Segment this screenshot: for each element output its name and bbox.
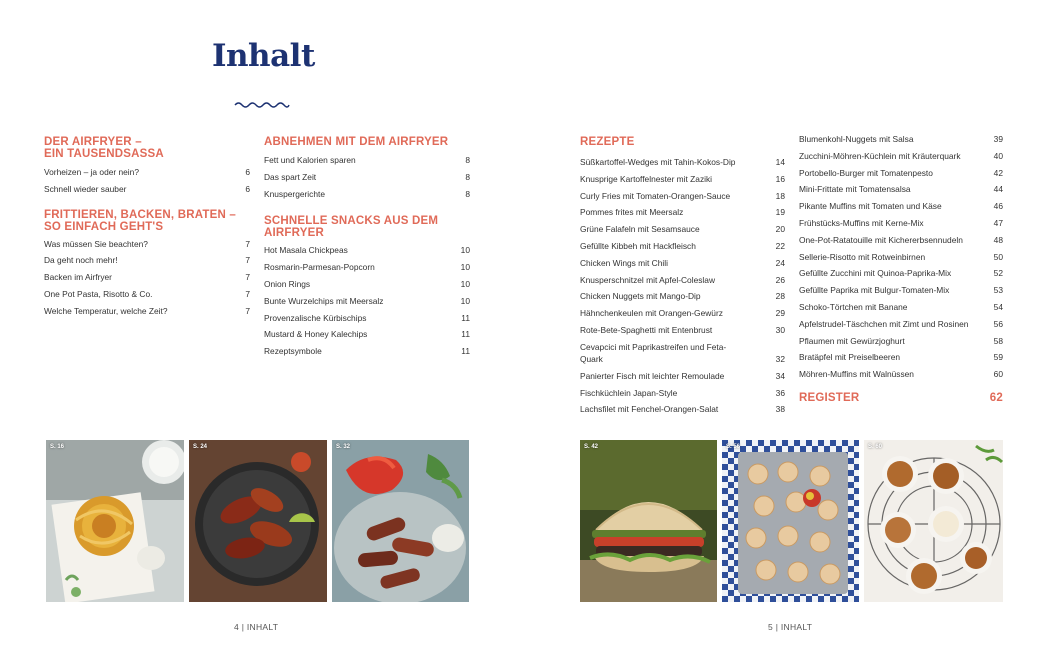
entry-page: 20 [775,224,785,235]
entry-label: Schnell wieder sauber [44,183,127,194]
entry-page: 19 [775,207,785,218]
entry-page: 52 [993,268,1003,279]
toc-entry[interactable] [264,259,470,276]
toc-entry[interactable] [799,282,1003,299]
entry-label: Welche Temperatur, welche Zeit? [44,305,168,316]
toc-entry[interactable] [580,188,785,205]
toc-list [44,164,250,198]
toc-entry[interactable] [580,368,785,385]
entry-label: Fischküchlein Japan-Style [580,387,678,398]
entry-label: Möhren-Muffins mit Walnüssen [799,369,914,380]
toc-entry[interactable] [264,242,470,259]
footer-label: INHALT [780,622,813,632]
toc-entry[interactable] [264,326,470,343]
toc-entry[interactable] [580,154,785,171]
toc-entry[interactable] [799,333,1003,350]
entry-page: 50 [993,251,1003,262]
page-title: Inhalt [212,38,315,74]
entry-label: Chicken Wings mit Chili [580,257,668,268]
register-label: REGISTER [799,391,860,404]
toc-entry[interactable] [44,181,250,198]
entry-page: 18 [775,190,785,201]
toc-entry[interactable] [580,341,785,365]
entry-page: 56 [993,318,1003,329]
section-heading [44,209,250,233]
entry-page: 7 [245,255,250,266]
entry-page: 58 [993,335,1003,346]
entry-page: 36 [775,387,785,398]
toc-entry[interactable] [44,236,250,253]
entry-label: Zucchini-Möhren-Küchlein mit Kräuterquark [799,150,961,161]
entry-label: Da geht noch mehr! [44,255,118,266]
entry-label: Vorheizen – ja oder nein? [44,167,139,177]
entry-page: 59 [993,352,1003,363]
food-photo-illustration [189,440,327,602]
heading-line: DER AIRFRYER – [44,136,142,148]
toc-entry[interactable] [799,366,1003,383]
toc-entry[interactable] [580,255,785,272]
toc-entry[interactable] [580,401,785,418]
entry-label: Pommes frites mit Meersalz [580,207,684,218]
entry-page: 24 [775,257,785,268]
entry-label: Grüne Falafeln mit Sesamsauce [580,224,700,235]
photo-page-tag: S. 16 [50,444,65,450]
toc-entry[interactable] [44,286,250,303]
entry-label: Onion Rings [264,278,311,289]
entry-label: Apfelstrudel-Täschchen mit Zimt und Rosinen [799,318,969,329]
entry-label: Hot Masala Chickpeas [264,245,348,256]
entry-label: Das spart Zeit [264,171,317,182]
entry-label: Rosmarin-Parmesan-Popcorn [264,262,375,273]
photo-page-tag: S. 56 [726,444,741,450]
page-number: 4 [234,622,240,632]
entry-page: 14 [775,157,785,167]
toc-entry[interactable] [580,221,785,238]
entry-label: Curly Fries mit Tomaten-Orangen-Sauce [580,190,731,201]
entry-page: 30 [775,324,785,335]
section-heading [44,136,250,160]
heading-line: AIRFRYER [264,227,324,240]
toc-entry[interactable] [264,169,470,186]
toc-column-left-1 [44,136,250,320]
food-photo-illustration [580,440,717,602]
entry-page: 8 [465,171,470,182]
wave-divider-icon [234,100,290,110]
section-heading: REZEPTE [580,136,635,148]
entry-label: Rote-Bete-Spaghetti mit Entenbrust [580,324,713,335]
entry-label: Sellerie-Risotto mit Rotweinbirnen [799,251,926,262]
toc-entry[interactable] [799,249,1003,266]
toc-entry[interactable] [580,204,785,221]
entry-page: 7 [245,288,250,299]
entry-label: Frühstücks-Muffins mit Kerne-Mix [799,217,924,228]
toc-entry[interactable] [799,181,1003,198]
heading-line: EIN TAUSENDSASSA [44,148,164,160]
entry-page: 32 [775,353,785,364]
heading-line: SO EINFACH GEHT'S [44,220,164,233]
entry-page: 7 [245,305,250,316]
toc-entry[interactable] [799,349,1003,366]
entry-page: 46 [993,201,1003,212]
entry-page: 6 [245,183,250,194]
toc-entry[interactable] [264,343,470,360]
entry-label: Süßkartoffel-Wedges mit Tahin-Kokos-Dip [580,157,736,167]
section-heading [264,215,470,239]
photo-cevapcici [332,440,469,602]
entry-label: Hähnchenkeulen mit Orangen-Gewürz [580,308,723,319]
toc-entry[interactable] [580,171,785,188]
entry-page: 44 [993,184,1003,195]
toc-entry[interactable] [580,238,785,255]
heading-line: ABNEHMEN MIT DEM AIRFRYER [264,136,449,148]
entry-page: 11 [461,312,470,323]
toc-entry[interactable] [264,186,470,203]
entry-label: Backen im Airfryer [44,272,112,283]
entry-page: 11 [461,329,470,340]
toc-entry[interactable] [580,272,785,289]
photo-page-tag: S. 42 [584,444,599,450]
entry-label: Blumenkohl-Nuggets mit Salsa [799,134,914,144]
food-photo-illustration [864,440,1003,602]
toc-list [44,236,250,320]
toc-entry[interactable] [799,165,1003,182]
entry-page: 54 [993,301,1003,312]
photo-carrot-muffins [864,440,1003,602]
entry-page: 47 [993,217,1003,228]
photo-page-tag: S. 60 [868,444,883,450]
toc-column-right-1 [580,136,785,418]
toc-entry[interactable] [580,305,785,322]
entry-page: 7 [245,272,250,283]
toc-entry[interactable] [799,131,1003,148]
entry-label: Panierter Fisch mit leichter Remoulade [580,370,725,381]
register-page: 62 [989,391,1003,404]
entry-label: Portobello-Burger mit Tomatenpesto [799,167,933,178]
entry-page: 11 [461,346,470,357]
toc-list [799,131,1003,383]
toc-entry[interactable] [44,303,250,320]
page-footer-right: 5 | INHALT [768,622,813,632]
entry-page: 10 [460,278,470,289]
entry-page: 8 [465,188,470,199]
entry-page: 39 [993,134,1003,144]
entry-page: 8 [465,155,470,165]
entry-page: 34 [775,370,785,381]
toc-list [580,154,785,418]
toc-entry[interactable] [580,322,785,339]
entry-page: 29 [775,308,785,319]
toc-entry[interactable] [264,152,470,169]
toc-entry[interactable] [580,385,785,402]
food-photo-illustration [722,440,859,602]
entry-page: 26 [775,274,785,285]
entry-label: Schoko-Törtchen mit Banane [799,301,908,312]
heading-line: FRITTIEREN, BACKEN, BRATEN – [44,208,236,221]
toc-entry[interactable] [580,288,785,305]
entry-label: Knusperschnitzel mit Apfel-Coleslaw [580,274,715,285]
entry-label: Provenzalische Kürbischips [264,312,367,323]
entry-page: 38 [775,404,785,415]
toc-entry[interactable] [799,316,1003,333]
entry-label: Was müssen Sie beachten? [44,238,148,249]
entry-label: Lachsfilet mit Fenchel-Orangen-Salat [580,404,719,415]
section-heading [264,136,470,148]
entry-label: Cevapcici mit Paprikastreifen und Feta-Quark [580,341,727,364]
entry-label: Knuspergerichte [264,188,325,199]
entry-label: Chicken Nuggets mit Mango-Dip [580,291,701,302]
entry-page: 40 [993,150,1003,161]
entry-label: Gefüllte Kibbeh mit Hackfleisch [580,240,696,251]
toc-column-right-2 [799,131,1003,404]
page-footer-left: 4 | INHALT [234,622,279,632]
heading-line: SCHNELLE SNACKS AUS DEM [264,215,439,228]
entry-label: One Pot Pasta, Risotto & Co. [44,288,153,299]
entry-page: 7 [245,238,250,249]
register-entry[interactable] [799,392,1003,404]
photo-apple-strudel-pockets [722,440,859,602]
toc-entry[interactable] [799,299,1003,316]
entry-label: Mini-Frittate mit Tomatensalsa [799,184,911,195]
toc-entry[interactable] [799,198,1003,215]
photo-page-tag: S. 24 [193,444,208,450]
entry-page: 48 [993,234,1003,245]
entry-label: Fett und Kalorien sparen [264,155,356,165]
toc-entry[interactable] [264,293,470,310]
entry-label: One-Pot-Ratatouille mit Kichererbsennudeln [799,234,963,245]
entry-label: Bratäpfel mit Preiselbeeren [799,352,901,363]
photo-portobello-burger [580,440,717,602]
footer-label: INHALT [246,622,279,632]
entry-page: 6 [245,167,250,177]
entry-label: Pflaumen mit Gewürzjoghurt [799,335,905,346]
toc-entry[interactable] [799,232,1003,249]
photo-potato-nests [46,440,184,602]
entry-label: Knusprige Kartoffelnester mit Zaziki [580,173,713,184]
entry-page: 10 [460,295,470,306]
entry-page: 60 [993,369,1003,380]
toc-column-left-2 [264,136,470,360]
entry-page: 16 [775,173,785,184]
entry-label: Gefüllte Paprika mit Bulgur-Tomaten-Mix [799,285,950,296]
entry-page: 10 [460,262,470,273]
toc-entry[interactable] [799,265,1003,282]
toc-entry[interactable] [264,310,470,327]
entry-page: 22 [775,240,785,251]
entry-label: Gefüllte Zucchini mit Quinoa-Paprika-Mix [799,268,952,279]
toc-entry[interactable] [44,269,250,286]
entry-label: Mustard & Honey Kalechips [264,329,368,340]
entry-label: Rezeptsymbole [264,346,322,357]
entry-label: Pikante Muffins mit Tomaten und Käse [799,201,942,212]
toc-entry[interactable] [799,148,1003,165]
entry-page: 53 [993,285,1003,296]
page-number: 5 [768,622,774,632]
entry-label: Bunte Wurzelchips mit Meersalz [264,295,384,306]
toc-entry[interactable] [44,164,250,181]
entry-page: 28 [775,291,785,302]
photo-chicken-wings [189,440,327,602]
toc-entry[interactable] [264,276,470,293]
entry-page: 10 [460,245,470,256]
toc-entry[interactable] [44,252,250,269]
toc-entry[interactable] [799,215,1003,232]
photo-page-tag: S. 32 [336,444,351,450]
toc-list [264,242,470,360]
toc-list [264,152,470,202]
entry-page: 42 [993,167,1003,178]
food-photo-illustration [46,440,184,602]
food-photo-illustration [332,440,469,602]
